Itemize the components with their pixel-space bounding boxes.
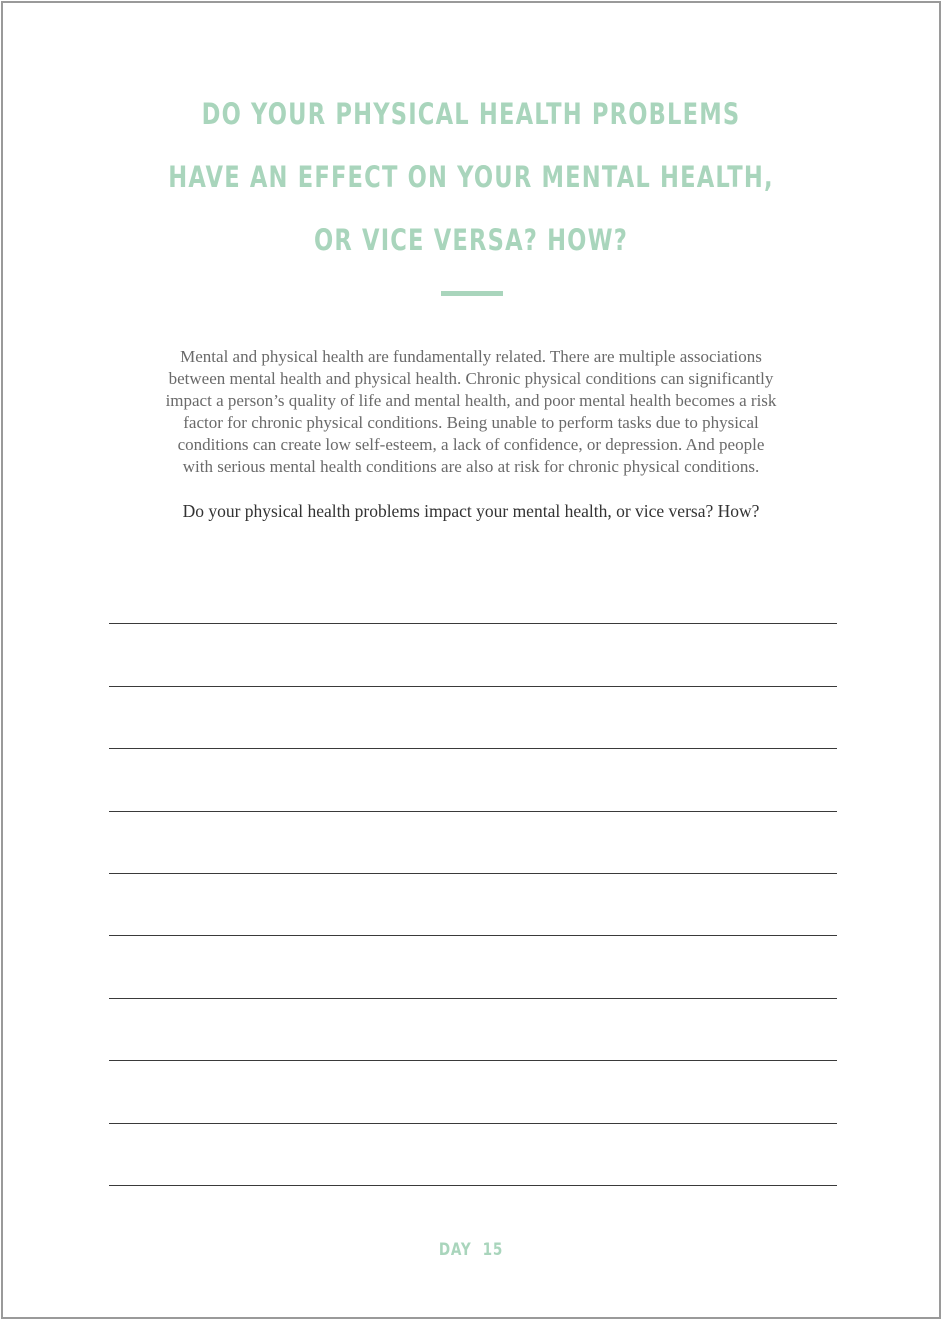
title-line: DO YOUR PHYSICAL HEALTH PROBLEMS: [201, 97, 741, 131]
intro-line: Mental and physical health are fundamentally related. There are multiple associations: [180, 347, 762, 366]
title-line: HAVE AN EFFECT ON YOUR MENTAL HEALTH,: [168, 160, 774, 194]
writing-line[interactable]: [109, 873, 837, 874]
intro-line: between mental health and physical health. Chronic physical conditions can significantly: [168, 369, 774, 388]
page-title: [106, 83, 836, 272]
writing-line[interactable]: [109, 748, 837, 749]
intro-paragraph: [143, 346, 799, 478]
writing-line[interactable]: [109, 1060, 837, 1061]
writing-line[interactable]: [109, 998, 837, 999]
title-divider: [441, 291, 503, 296]
journal-page: [1, 1, 941, 1319]
day-indicator: [97, 1240, 846, 1260]
writing-line[interactable]: [109, 811, 837, 812]
writing-line[interactable]: [109, 1185, 837, 1186]
writing-line[interactable]: [109, 1123, 837, 1124]
writing-line[interactable]: [109, 935, 837, 936]
intro-line: conditions can create low self-esteem, a lack of confidence, or depression. And people: [177, 435, 765, 454]
day-number: 15: [482, 1240, 504, 1260]
writing-line[interactable]: [109, 623, 837, 624]
writing-line[interactable]: [109, 686, 837, 687]
intro-line: impact a person’s quality of life and mental health, and poor mental health becomes a risk: [165, 391, 777, 410]
title-line: OR VICE VERSA? HOW?: [313, 223, 628, 257]
intro-line: factor for chronic physical conditions. Being unable to perform tasks due to physical: [183, 413, 759, 432]
journal-question: Do your physical health problems impact your mental health, or vice versa? How?: [182, 501, 760, 521]
intro-line: with serious mental health conditions are also at risk for chronic physical conditions.: [182, 457, 760, 476]
day-label: DAY: [438, 1240, 472, 1260]
